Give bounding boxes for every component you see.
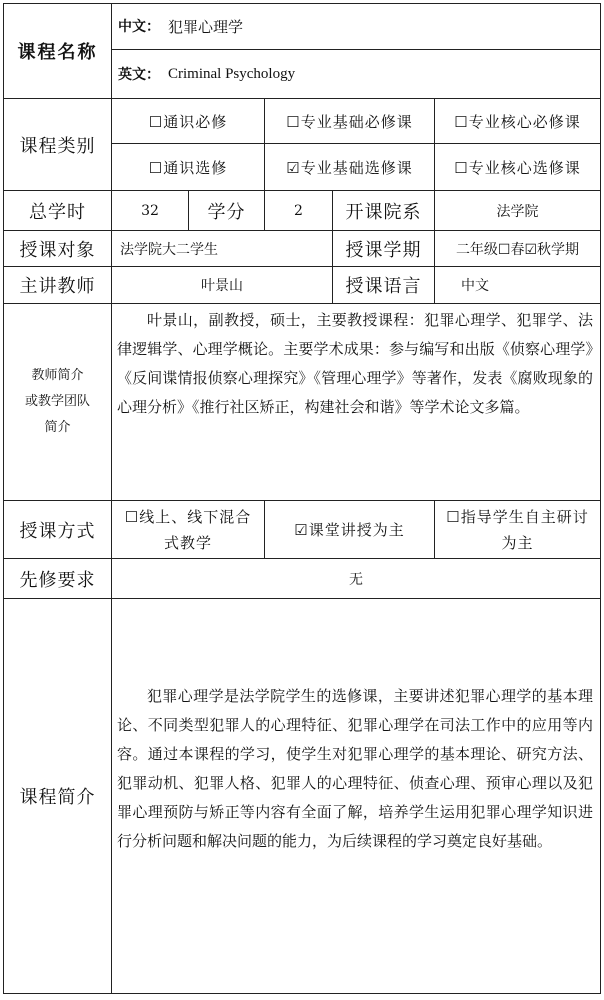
teaching-method-option-blended[interactable] <box>112 501 264 558</box>
teacher-intro-label-line: 简介 <box>44 420 71 435</box>
course-type-option[interactable]: ☐专业核心选修课 <box>454 158 581 177</box>
teacher-intro-label-line: 教师简介 <box>31 368 84 383</box>
course-name-cn <box>118 14 243 38</box>
course-intro-label: 课程简介 <box>19 787 96 808</box>
audience-value: 法学院大二学生 <box>120 241 218 258</box>
term-label: 授课学期 <box>345 239 422 261</box>
course-name-label: 课程名称 <box>17 42 98 63</box>
teacher-intro-text: 叶景山，副教授，硕士，主要教授课程：犯罪心理学、犯罪学、法律逻辑学、心理学概论。主要学术成果：参与编写和出版《侦察心理学》《反间谍情报侦察心理探究》《管理心理学》等著作，发表《腐败现象的心理分析》《推行社区矫正，构建社会和谐》等学术论文多篇。 <box>117 311 593 416</box>
term-value: 二年级☐春☑秋学期 <box>455 241 580 258</box>
course-type-option[interactable]: ☐通识必修 <box>148 112 228 131</box>
total-hours-label: 总学时 <box>29 201 86 223</box>
option-line: 式教学 <box>163 533 212 552</box>
teaching-method-option-self-study[interactable] <box>435 501 600 558</box>
cn-key: 中文： <box>118 19 160 35</box>
course-type-option[interactable]: ☐专业基础必修课 <box>286 112 413 131</box>
option-line: ☐线上、线下混合 <box>124 507 252 526</box>
course-type-option[interactable]: ☐通识选修 <box>148 158 228 177</box>
language-label: 授课语言 <box>345 276 422 297</box>
course-type-option[interactable]: ☐专业核心必修课 <box>454 112 581 131</box>
en-value: Criminal Psychology <box>168 65 296 82</box>
course-type-option[interactable]: ☑专业基础选修课 <box>286 158 413 177</box>
teacher-intro-label-line: 或教学团队 <box>24 394 90 409</box>
language-value: 中文 <box>461 278 489 294</box>
department-value: 法学院 <box>496 203 539 220</box>
course-type-label: 课程类别 <box>19 135 96 157</box>
department-label: 开课院系 <box>345 201 422 223</box>
option-line: 为主 <box>501 533 534 552</box>
teacher-intro-label <box>4 304 111 500</box>
divider <box>111 49 601 50</box>
course-intro-text: 犯罪心理学是法学院学生的选修课，主要讲述犯罪心理学的基本理论、不同类型犯罪人的心理特征、犯罪心理学在司法工作中的应用等内容。通过本课程的学习，使学生对犯罪心理学的基本理论、研究方法、犯罪动机、犯罪人格、犯罪人的心理特征、侦查心理、预审心理以及犯罪心理预防与矫正等内容有全面了解，培养学生运用犯罪心理学知识进行分析问题和解决问题的能力，为后续课程的学习奠定良好基础。 <box>117 687 593 850</box>
option-line: ☐指导学生自主研讨 <box>446 507 589 526</box>
course-name-en <box>118 62 295 86</box>
teaching-method-label: 授课方式 <box>19 520 96 542</box>
teaching-method-option-lecture[interactable]: ☑课堂讲授为主 <box>294 521 405 539</box>
credit-label: 学分 <box>207 201 246 223</box>
table-border <box>600 3 601 994</box>
credit-value: 2 <box>294 202 303 219</box>
cn-value: 犯罪心理学 <box>168 17 244 36</box>
prerequisite-value: 无 <box>349 571 363 588</box>
prerequisite-label: 先修要求 <box>19 569 96 591</box>
table-border <box>3 993 601 994</box>
en-key: 英文： <box>118 67 160 83</box>
total-hours-value: 32 <box>141 202 159 219</box>
audience-label: 授课对象 <box>19 239 96 261</box>
teacher-label: 主讲教师 <box>19 276 96 297</box>
teacher-value: 叶景山 <box>201 278 243 294</box>
